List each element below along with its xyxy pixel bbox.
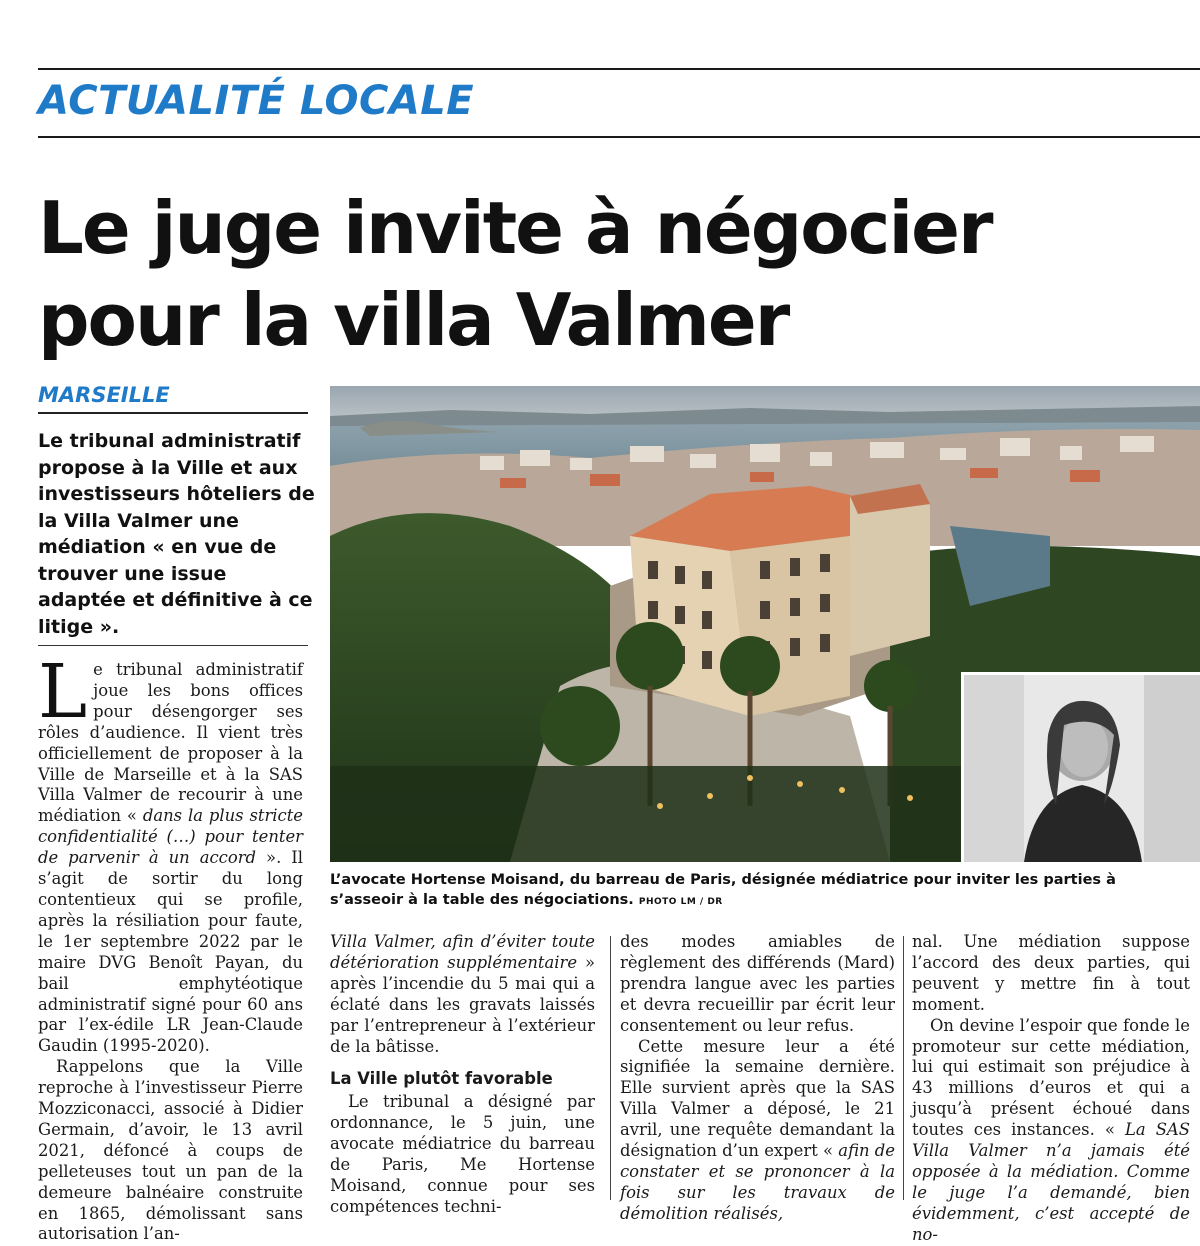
body-column-2 (330, 932, 595, 1218)
col3-para2: Cette mesure leur a été signifiée la semaine dernière. Elle survient après que la SAS Villa Valmer a déposé, le 21 avril, une requête demandant la désignation d’un expert « (620, 1036, 895, 1161)
body-column-3 (620, 932, 895, 1225)
rubric-rule (38, 68, 1200, 70)
section-rubric: ACTUALITÉ LOCALE (38, 78, 475, 124)
rubric-rule-bottom (38, 136, 1200, 138)
drop-cap: L (38, 649, 88, 735)
column-divider (903, 936, 904, 1200)
col2-para1-quote: Villa Valmer, afin d’éviter toute détérioration supplémentaire (330, 932, 595, 972)
headline-line-2: pour la villa Valmer (38, 278, 789, 362)
location-kicker: MARSEILLE (38, 383, 170, 407)
col1-para1-end: ». Il s’agit de sortir du long contentieux qui se profile, après la résiliation pour faute, le 1er septembre 2022 par le maire DVG Benoît Payan, du bail emphytéotique administratif signé pour 60 ans par l’ex-édile LR Jean-Claude Gaudin (1995-2020). (38, 848, 303, 1056)
lead-paragraph: Le tribunal administratif propose à la Ville et aux investisseurs hôteliers de la Villa Valmer une médiation « en vue de trouver une issue adaptée et définitive à ce litige ». (38, 430, 315, 638)
headline-line-1: Le juge invite à négocier (38, 186, 992, 270)
photo-credit: PHOTO LM / DR (638, 897, 723, 907)
col4-para2: On devine l’espoir que fonde le promoteur sur cette médiation, lui qui estimait son préjudice à 43 millions d’euros et qui a jusqu’à présent échoué dans toutes ces instances. « (912, 1015, 1190, 1140)
caption-text: L’avocate Hortense Moisand, du barreau de Paris, désignée médiatrice pour inviter les parties à s’asseoir à la table des négociations. (330, 872, 1116, 908)
col1-para2: Rappelons que la Ville reproche à l’investisseur Pierre Mozziconacci, associé à Didier Germain, d’avoir, le 13 avril 2021, défoncé à coups de pelleteuses tout un pan de la demeure balnéaire construite en 1865, démolissant sans autorisation l’an- (38, 1057, 303, 1244)
subheading: La Ville plutôt favorable (330, 1069, 553, 1089)
kicker-rule (38, 412, 308, 414)
col4-para1: nal. Une médiation suppose l’accord des deux parties, qui peuvent y mettre fin à tout moment. (912, 932, 1190, 1014)
col3-para1: des modes amiables de règlement des différends (Mard) prendra langue avec les parties et devra recueillir par écrit leur consentement ou leur refus. (620, 932, 895, 1035)
col3-para2-quote: afin de constater et se prononcer à la fois sur les travaux de démolition réalisés, (620, 1141, 895, 1223)
headline (38, 182, 1198, 366)
col1-para1: e tribunal administratif joue les bons offices pour désengorger ses rôles d’audience. Il vient très officiellement de proposer à la Ville de Marseille et à la SAS Villa Valmer de recourir à une médiation « (38, 660, 303, 826)
photo-caption (330, 870, 1190, 912)
col1-para1-quote: dans la plus stricte confidentialité (…) pour tenter de parvenir à un accord (38, 806, 304, 868)
column-divider (610, 936, 611, 1200)
col2-para1-end: » après l’incendie du 5 mai qui a éclaté dans les gravats laissés par l’entrepreneur à l’extérieur de la bâtisse. (330, 952, 595, 1056)
lead-rule (38, 645, 308, 646)
body-column-4 (912, 932, 1190, 1246)
mediator-portrait (961, 672, 1200, 862)
col4-para2-quote: La SAS Villa Valmer n’a jamais été opposée à la médiation. Comme le juge l’a demandé, bien évidemment, c’est accepté de no- (912, 1120, 1190, 1244)
body-column-1 (38, 649, 304, 1245)
col2-para2: Le tribunal a désigné par ordonnance, le 5 juin, une avocate médiatrice du barreau de Paris, Me Hortense Moisand, connue pour ses compétences techni- (330, 1092, 595, 1216)
